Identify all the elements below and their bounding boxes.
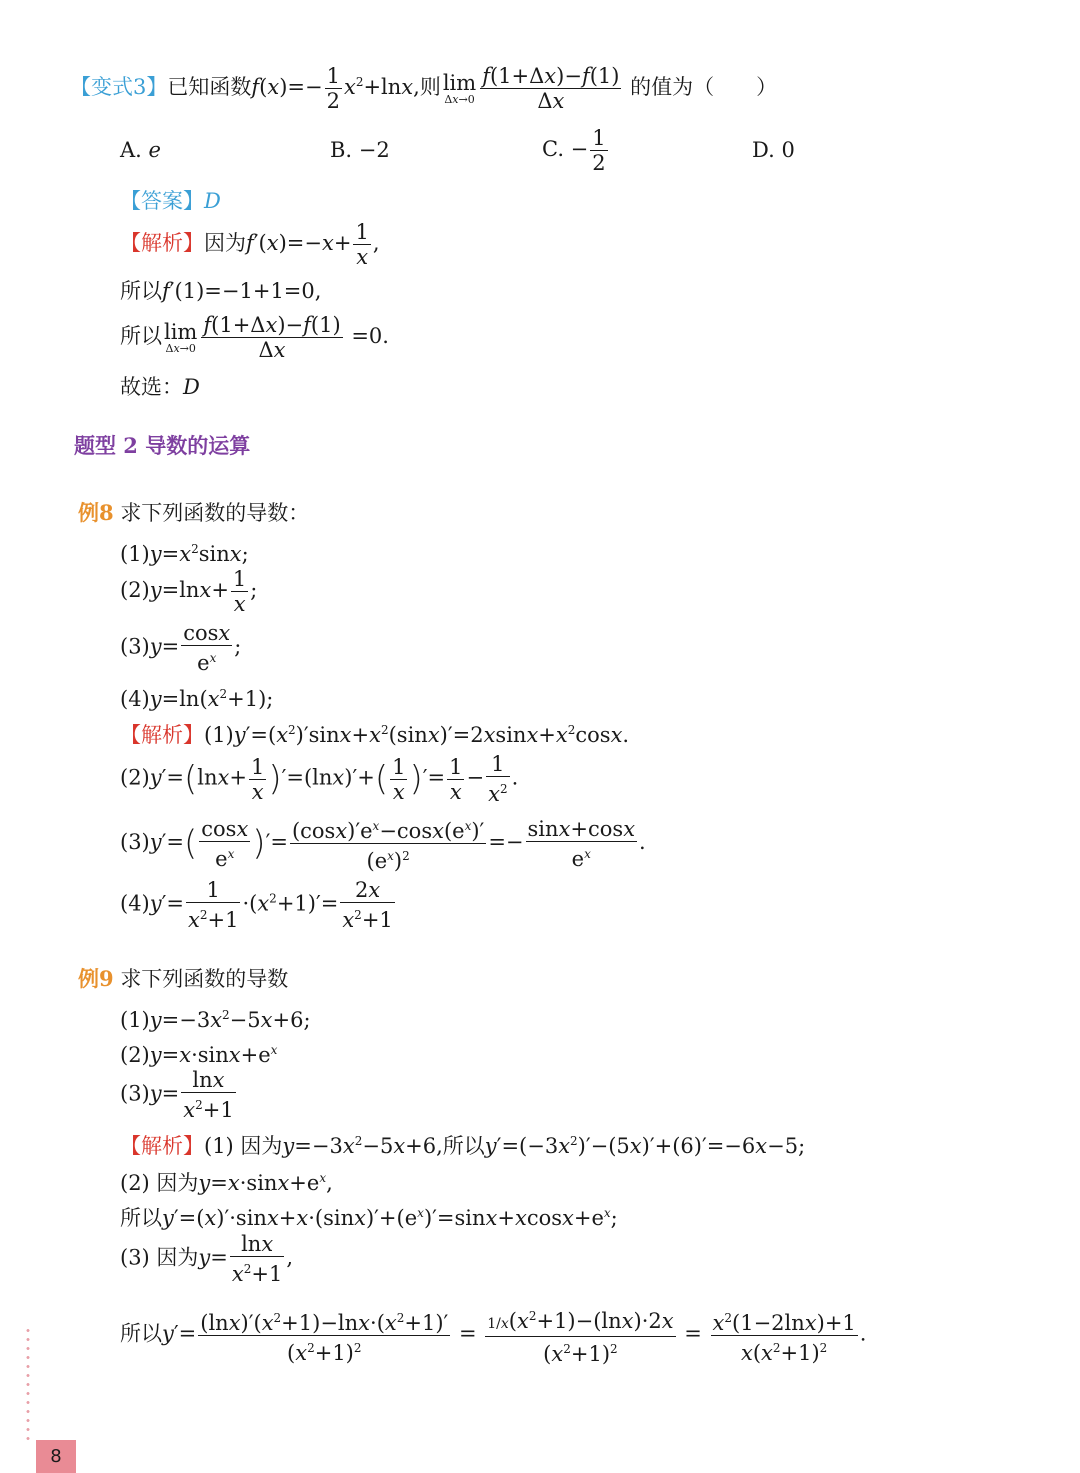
variant-analysis-3: 所以 lim Δx→0 $\frac{f(1+\Delta x)-f(1)}{\Delta x}$ =0.: [120, 313, 389, 362]
answer-line: 【答案】D: [120, 189, 221, 213]
margin-dots: [26, 1326, 30, 1444]
variant-tag: 【变式3】: [70, 75, 168, 99]
example9-prompt: 例9 求下列函数的导数: [78, 966, 289, 991]
ex8-item-3: (3)y= $\frac{\cos x}{e^x}$ ;: [120, 621, 242, 675]
ex9-analysis-3: 所以$y'=(x)'\cdot\sin x+x\cdot(\sin x)'+(e^x)'=\sin x+xcosx+e^x$;: [120, 1206, 618, 1230]
choice-a[interactable]: A. e: [120, 138, 161, 162]
ex8-analysis-3: (3)y′=( $\frac{\cos x}{e^x}$ )′= $\frac{(\cos x)'e^x-\cos x(e^x)'}{(e^x)^2}$ =− $\frac{\sin x+\cos x}{e^x}$ .: [120, 814, 646, 873]
ex8-item-2: (2)y=lnx+ $\frac{1}{x}$ ;: [120, 567, 258, 616]
example9-label: 例9: [78, 966, 114, 991]
ex9-analysis-4: (3) 因为y= $\frac{\ln x}{x^2+1}$ ,: [120, 1232, 294, 1286]
ex8-analysis-4: (4)y′= $\frac{1}{x^2+1}$ $\cdot(x^2+1)'=$ $\frac{2x}{x^2+1}$: [120, 878, 393, 932]
ex9-analysis-5: 所以y′= $\frac{(\ln x)'(x^2+1)-\ln x\cdot(x^2+1)'}{(x^2+1)^2}$ = $\frac{1/x(x^2+1)-(\ln x)\cdot 2x}{(x^2+1)^2}$ = $\frac{x^2(1-2\ln x)+1}{x(x^2+1)^2}$ .: [120, 1304, 866, 1366]
ex9-analysis-2: (2) 因为$y=x\cdot\sin x+e^x$,: [120, 1171, 333, 1195]
ex9-item-2: $(2)y=x\cdot\sin x+e^x$: [120, 1043, 278, 1067]
page-number: 8: [36, 1440, 76, 1473]
variant-stem: 【变式3】已知函数f(x)=− $\frac{1}{2}$ $x^2+\ln x$,则 lim Δx→0 $\frac{f(1+\Delta x)-f(1)}{\Delta x}$ 的值为（ ）: [70, 64, 778, 113]
choice-c[interactable]: C. − $\frac{1}{2}$: [542, 126, 606, 175]
ex8-analysis-1: 【解析】$(1)y'=(x^2)'\sin x+x^2(\sin x)'=2xsinx+x^2\cos x$.: [120, 723, 630, 747]
ex9-analysis-1: 【解析】(1) 因为$y=-3x^2-5x+6$,所以$y'=(-3x^2)'-(5x)'+(6)'=-6x-5$;: [120, 1134, 806, 1158]
choice-b[interactable]: B. −2: [330, 138, 390, 162]
ex9-item-1: $(1)y=-3x^2-5x+6$;: [120, 1008, 311, 1032]
variant-analysis-1: 【解析】因为f′(x)=−x+ $\frac{1}{x}$ ,: [120, 220, 380, 269]
ex9-item-3: (3)y= $\frac{\ln x}{x^2+1}$: [120, 1068, 234, 1122]
variant-analysis-4: 故选：D: [120, 375, 200, 399]
example8-label: 例8: [78, 500, 114, 525]
ex8-item-4: $(4)y=\ln(x^2+1)$;: [120, 687, 274, 711]
section-title: 题型 2 导数的运算: [74, 433, 251, 458]
variant-analysis-2: 所以f′(1)=−1+1=0,: [120, 279, 322, 303]
answer-value: D: [204, 189, 221, 213]
choice-d[interactable]: D. 0: [752, 138, 795, 162]
example8-prompt: 例8 求下列函数的导数：: [78, 500, 310, 525]
ex8-analysis-2: (2)y′=(lnx+ $\frac{1}{x}$ )′=(lnx)′+( $\frac{1}{x}$ )′= $\frac{1}{x}$ − $\frac{1}{x^2}$ .: [120, 752, 519, 806]
ex8-item-1: $(1)y=x^2\sin x$;: [120, 542, 249, 566]
